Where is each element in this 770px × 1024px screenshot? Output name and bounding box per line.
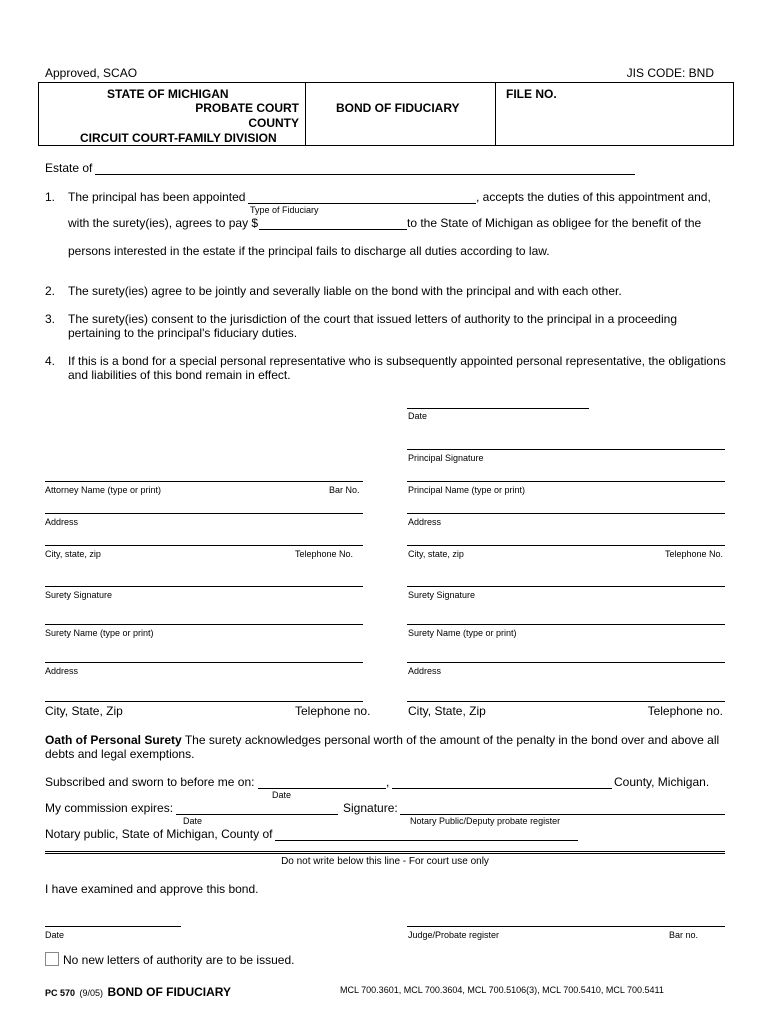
attorney-name-field[interactable] — [45, 481, 363, 482]
notary-county-label: Notary public, State of Michigan, County of — [45, 827, 273, 841]
judge-bar-no-label: Bar no. — [669, 930, 699, 940]
surety-1-signature-label: Surety Signature — [45, 590, 113, 600]
surety-1-name-label: Surety Name (type or print) — [45, 628, 154, 638]
signature-label: Signature: — [343, 801, 398, 815]
form-title: BOND OF FIDUCIARY — [336, 101, 460, 115]
court-use-notice: Do not write below this line - For court use only — [281, 856, 489, 867]
item-1-text-b: , accepts the duties of this appointment and, — [476, 190, 711, 204]
surety-2-city-label: City, State, Zip — [408, 704, 486, 718]
attorney-city-field[interactable] — [45, 545, 363, 546]
item-3-number: 3. — [45, 312, 56, 326]
court-cell — [39, 83, 306, 145]
item-3-text-a: The surety(ies) consent to the jurisdiction of the court that issued letters of authority to the principal in a proceeding — [68, 312, 677, 326]
attorney-telephone-label: Telephone No. — [295, 549, 354, 559]
sworn-date-field[interactable] — [258, 788, 386, 789]
surety-1-name-field[interactable] — [45, 624, 363, 625]
footer-form-no: PC 570 — [45, 988, 76, 998]
item-1-text-d: to the State of Michigan as obligee for the benefit of the — [407, 216, 702, 230]
approved-label: Approved, SCAO — [45, 66, 138, 80]
fiduciary-type-label: Type of Fiduciary — [250, 205, 319, 215]
fiduciary-type-field[interactable] — [248, 203, 476, 204]
date-label: Date — [408, 411, 428, 421]
surety-1-signature-field[interactable] — [45, 586, 363, 587]
county-label: COUNTY — [248, 116, 299, 130]
surety-2-city-field[interactable] — [407, 701, 725, 702]
footer-form-id — [45, 983, 231, 1001]
principal-signature-field[interactable] — [407, 449, 725, 450]
surety-1-address-label: Address — [45, 666, 79, 676]
commission-label: My commission expires: — [45, 801, 174, 815]
surety-2-name-field[interactable] — [407, 624, 725, 625]
attorney-name-label: Attorney Name (type or print) — [45, 485, 162, 495]
item-3-text-b: pertaining to the principal's fiduciary duties. — [68, 326, 298, 340]
notary-signature-field[interactable] — [400, 814, 725, 815]
probate-court-label: PROBATE COURT — [195, 101, 299, 115]
item-4-number: 4. — [45, 354, 56, 368]
bond-amount-field[interactable] — [259, 229, 407, 230]
notary-signature-label: Notary Public/Deputy probate register — [410, 816, 561, 826]
item-4-text-a: If this is a bond for a special personal representative who is subsequently appointed personal representative, the obligations — [68, 354, 726, 368]
surety-1-city-label: City, State, Zip — [45, 704, 123, 718]
jis-code: JIS CODE: BND — [626, 66, 714, 80]
oath-text-b: debts and legal exemptions. — [45, 747, 195, 761]
oath-paragraph — [45, 733, 719, 747]
title-cell — [306, 83, 496, 145]
footer-rev: (9/05) — [79, 988, 103, 998]
oath-title: Oath of Personal Surety — [45, 733, 182, 747]
surety-2-address-label: Address — [408, 666, 442, 676]
principal-name-field[interactable] — [407, 481, 725, 482]
attorney-city-label: City, state, zip — [45, 549, 101, 559]
surety-1-address-field[interactable] — [45, 662, 363, 663]
estate-label: Estate of — [45, 161, 93, 175]
judge-signature-field[interactable] — [407, 926, 725, 927]
court-use-divider — [45, 851, 725, 854]
footer-title: BOND OF FIDUCIARY — [107, 985, 232, 999]
sworn-date-label: Date — [272, 790, 292, 800]
county-michigan-label: County, Michigan. — [614, 775, 710, 789]
comma: , — [386, 775, 390, 789]
attorney-address-label: Address — [45, 517, 79, 527]
approval-date-field[interactable] — [45, 926, 181, 927]
no-new-letters-checkbox[interactable] — [45, 952, 59, 966]
item-2-number: 2. — [45, 284, 56, 298]
surety-2-signature-field[interactable] — [407, 586, 725, 587]
oath-text-a: The surety acknowledges personal worth of the amount of the penalty in the bond over and above all — [181, 733, 720, 747]
date-field[interactable] — [407, 408, 589, 409]
item-2-text: The surety(ies) agree to be jointly and severally liable on the bond with the principal and with each other. — [68, 284, 622, 298]
file-no-label: FILE NO. — [506, 87, 557, 101]
subscribed-label: Subscribed and sworn to before me on: — [45, 775, 255, 789]
footer-citations: MCL 700.3601, MCL 700.3604, MCL 700.5106(3), MCL 700.5410, MCL 700.5411 — [340, 985, 664, 995]
item-1-text-a: The principal has been appointed — [68, 190, 246, 204]
principal-name-label: Principal Name (type or print) — [408, 485, 526, 495]
surety-2-address-field[interactable] — [407, 662, 725, 663]
commission-date-field[interactable] — [176, 814, 338, 815]
no-new-letters-label: No new letters of authority are to be issued. — [63, 953, 295, 967]
principal-telephone-label: Telephone No. — [664, 549, 723, 559]
principal-city-field[interactable] — [407, 545, 725, 546]
item-1-text-c: with the surety(ies), agrees to pay $ — [68, 216, 259, 230]
item-1-number: 1. — [45, 190, 56, 204]
surety-1-city-field[interactable] — [45, 701, 363, 702]
attorney-bar-no-label: Bar No. — [329, 485, 360, 495]
notary-county-field[interactable] — [275, 840, 578, 841]
item-1-text-e: persons interested in the estate if the principal fails to discharge all duties according to law. — [68, 244, 550, 258]
judge-label: Judge/Probate register — [408, 930, 500, 940]
approval-date-label: Date — [45, 930, 65, 940]
principal-address-label: Address — [408, 517, 442, 527]
surety-2-name-label: Surety Name (type or print) — [408, 628, 517, 638]
estate-field[interactable] — [95, 174, 635, 175]
header-box — [38, 82, 734, 146]
state-label: STATE OF MICHIGAN — [107, 87, 229, 101]
commission-date-label: Date — [183, 816, 203, 826]
circuit-court-label: CIRCUIT COURT-FAMILY DIVISION — [80, 131, 277, 145]
principal-signature-label: Principal Signature — [408, 453, 484, 463]
principal-address-field[interactable] — [407, 513, 725, 514]
surety-2-signature-label: Surety Signature — [408, 590, 476, 600]
item-4-text-b: and liabilities of this bond remain in effect. — [68, 368, 291, 382]
surety-1-telephone-label: Telephone no. — [295, 704, 371, 718]
examined-statement: I have examined and approve this bond. — [45, 882, 259, 896]
attorney-address-field[interactable] — [45, 513, 363, 514]
sworn-county-field[interactable] — [392, 788, 612, 789]
principal-city-label: City, state, zip — [408, 549, 464, 559]
surety-2-telephone-label: Telephone no. — [647, 704, 723, 718]
